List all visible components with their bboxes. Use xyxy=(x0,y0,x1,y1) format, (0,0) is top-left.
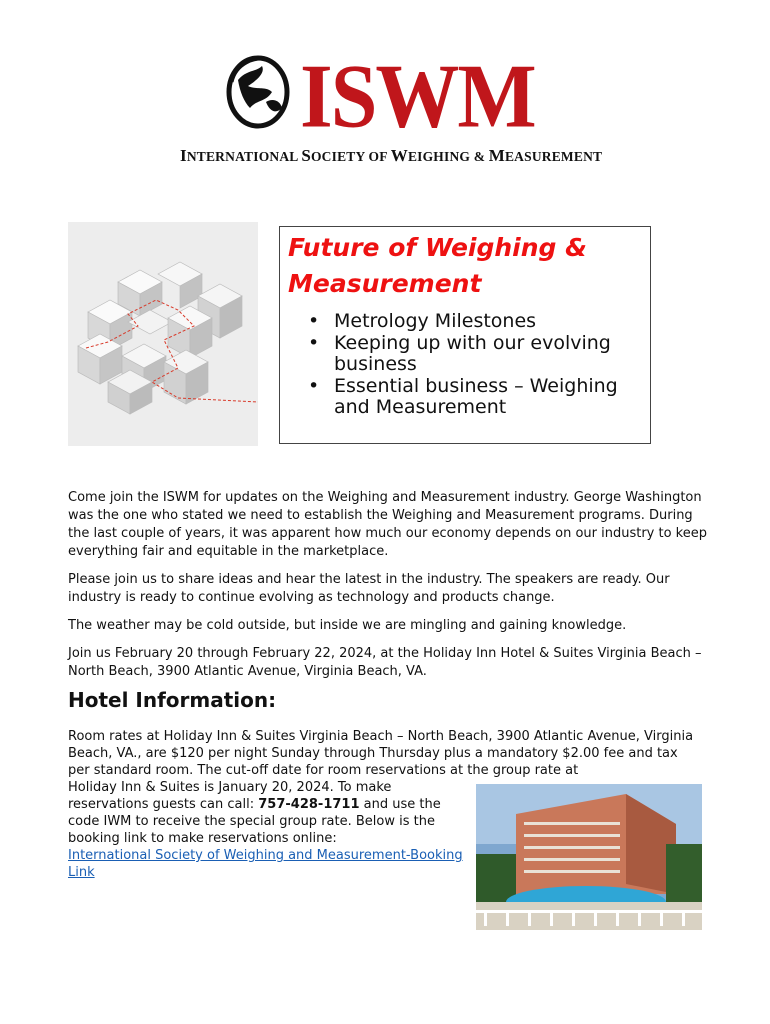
organization-name xyxy=(180,146,603,166)
hotel-heading: Hotel Information: xyxy=(68,688,277,712)
org-name-rest: NTERNATIONAL xyxy=(186,149,302,164)
org-name-cap: S xyxy=(301,146,311,165)
logo-wordmark: ISWM xyxy=(300,46,535,147)
org-name-cap: W xyxy=(390,146,408,165)
feature-bullet-list xyxy=(306,311,646,419)
feature-title: Future of Weighing & Measurement xyxy=(288,233,587,298)
org-name-rest: EIGHING & xyxy=(407,149,489,164)
reservation-text: Holiday Inn & Suites is January 20, 2024. To make reservations guests can call: xyxy=(68,780,392,812)
hotel-reservation-paragraph xyxy=(68,779,468,881)
weather-paragraph: The weather may be cold outside, but inside we are mingling and gaining knowledge. xyxy=(68,618,627,633)
booking-link[interactable]: International Society of Weighing and Measurement-Booking Link xyxy=(68,848,463,880)
cubes-maze-image xyxy=(68,222,258,446)
event-dates-paragraph: Join us February 20 through February 22, 2024, at the Holiday Inn Hotel & Suites Virginia Beach – North Beach, 3900 Atlantic Avenue, Virginia Beach, VA. xyxy=(68,646,702,679)
hotel-photo xyxy=(476,784,702,930)
org-name-cap: I xyxy=(180,146,187,165)
hotel-rates-paragraph: Room rates at Holiday Inn & Suites Virginia Beach – North Beach, 3900 Atlantic Avenue, Virginia Beach, VA., are $120 per night Sunday through Thursday plus a mandatory $2.00 fee and tax per standard room. The cut-off date for room reservations at the group rate at xyxy=(68,729,694,778)
reservation-text: and use the code IWM to receive the special group rate. Below is the booking link to make reservations online: xyxy=(68,797,441,846)
list-item: • Metrology Milestones xyxy=(306,311,646,333)
org-name-rest: EASUREMENT xyxy=(504,149,603,164)
org-name-cap: M xyxy=(488,146,505,165)
phone-number: 757-428-1711 xyxy=(258,797,360,812)
list-item: • Essential business – Weighing and Measurement xyxy=(306,376,646,419)
invite-paragraph: Please join us to share ideas and hear the latest in the industry. The speakers are ready. Our industry is ready to continue evolving as technology and products change. xyxy=(68,572,670,605)
intro-paragraph: Come join the ISWM for updates on the Weighing and Measurement industry. George Washington was the one who stated we need to establish the Weighing and Measurement programs. During the last couple of years, it was apparent how much our economy depends on our industry to keep everything fair and equitable in the marketplace. xyxy=(68,490,707,559)
globe-logo-icon xyxy=(226,52,296,130)
org-name-rest: OCIETY OF xyxy=(310,149,391,164)
list-item: • Keeping up with our evolving business xyxy=(306,333,646,376)
